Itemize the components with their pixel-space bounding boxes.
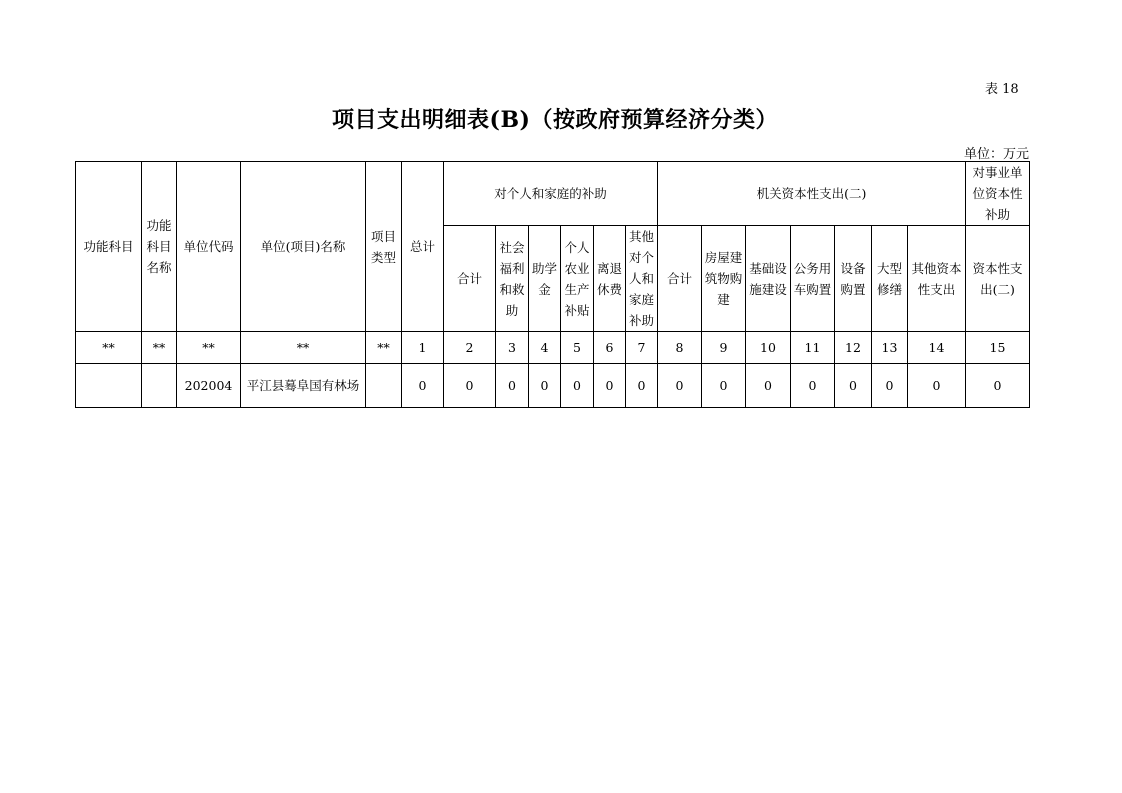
header-repair: 大型修缮	[872, 226, 908, 332]
header-building: 房屋建筑物购建	[702, 226, 746, 332]
header-personal-total: 合计	[444, 226, 496, 332]
index-cell: 3	[496, 332, 529, 364]
index-cell: 9	[702, 332, 746, 364]
cell-unit-name: 平江县蓦阜国有林场	[241, 364, 366, 408]
header-func-subject-name: 功能科目名称	[142, 162, 177, 332]
header-capital-2: 资本性支出(二)	[966, 226, 1030, 332]
page-title: 项目支出明细表(B)（按政府预算经济分类）	[332, 107, 778, 133]
cell-value: 0	[496, 364, 529, 408]
cell-unit-code: 202004	[177, 364, 241, 408]
index-cell: 6	[594, 332, 626, 364]
header-vehicle: 公务用车购置	[791, 226, 835, 332]
header-row-1	[76, 162, 1030, 226]
cell-value: 0	[791, 364, 835, 408]
cell-value: 0	[835, 364, 872, 408]
header-unit-code: 单位代码	[177, 162, 241, 332]
cell-value: 0	[658, 364, 702, 408]
index-cell: 13	[872, 332, 908, 364]
index-row	[76, 332, 1030, 364]
header-total: 总计	[402, 162, 444, 332]
index-cell: 10	[746, 332, 791, 364]
cell-value: 0	[908, 364, 966, 408]
cell-value: 0	[444, 364, 496, 408]
header-project-type: 项目类型	[366, 162, 402, 332]
header-group-enterprise: 对事业单位资本性补助	[966, 162, 1030, 226]
table-number: 表 18	[985, 82, 1019, 97]
index-cell: 5	[561, 332, 594, 364]
header-other-personal: 其他对个人和家庭补助	[626, 226, 658, 332]
index-cell: 8	[658, 332, 702, 364]
cell-value: 0	[626, 364, 658, 408]
index-cell: **	[366, 332, 402, 364]
header-retirement: 离退休费	[594, 226, 626, 332]
cell-project-type	[366, 364, 402, 408]
header-unit-name: 单位(项目)名称	[241, 162, 366, 332]
cell-value: 0	[561, 364, 594, 408]
header-infrastructure: 基础设施建设	[746, 226, 791, 332]
index-cell: 12	[835, 332, 872, 364]
index-cell: **	[142, 332, 177, 364]
cell-value: 0	[402, 364, 444, 408]
index-cell: 4	[529, 332, 561, 364]
header-social-welfare: 社会福利和救助	[496, 226, 529, 332]
header-func-subject: 功能科目	[76, 162, 142, 332]
index-cell: **	[177, 332, 241, 364]
index-cell: 2	[444, 332, 496, 364]
cell-func-subject	[76, 364, 142, 408]
header-agri-subsidy: 个人农业生产补贴	[561, 226, 594, 332]
index-cell: 11	[791, 332, 835, 364]
cell-value: 0	[746, 364, 791, 408]
cell-value: 0	[966, 364, 1030, 408]
cell-value: 0	[872, 364, 908, 408]
cell-func-subject-name	[142, 364, 177, 408]
index-cell: **	[241, 332, 366, 364]
header-equipment: 设备购置	[835, 226, 872, 332]
expenditure-table	[75, 161, 1030, 408]
index-cell: 15	[966, 332, 1030, 364]
index-cell: 1	[402, 332, 444, 364]
unit-label: 单位：万元	[964, 147, 1030, 162]
header-other-capital: 其他资本性支出	[908, 226, 966, 332]
header-scholarship: 助学金	[529, 226, 561, 332]
header-capital-total: 合计	[658, 226, 702, 332]
header-group-capital: 机关资本性支出(二)	[658, 162, 966, 226]
cell-value: 0	[702, 364, 746, 408]
index-cell: **	[76, 332, 142, 364]
index-cell: 7	[626, 332, 658, 364]
header-group-personal: 对个人和家庭的补助	[444, 162, 658, 226]
index-cell: 14	[908, 332, 966, 364]
table-row	[76, 364, 1030, 408]
cell-value: 0	[529, 364, 561, 408]
cell-value: 0	[594, 364, 626, 408]
